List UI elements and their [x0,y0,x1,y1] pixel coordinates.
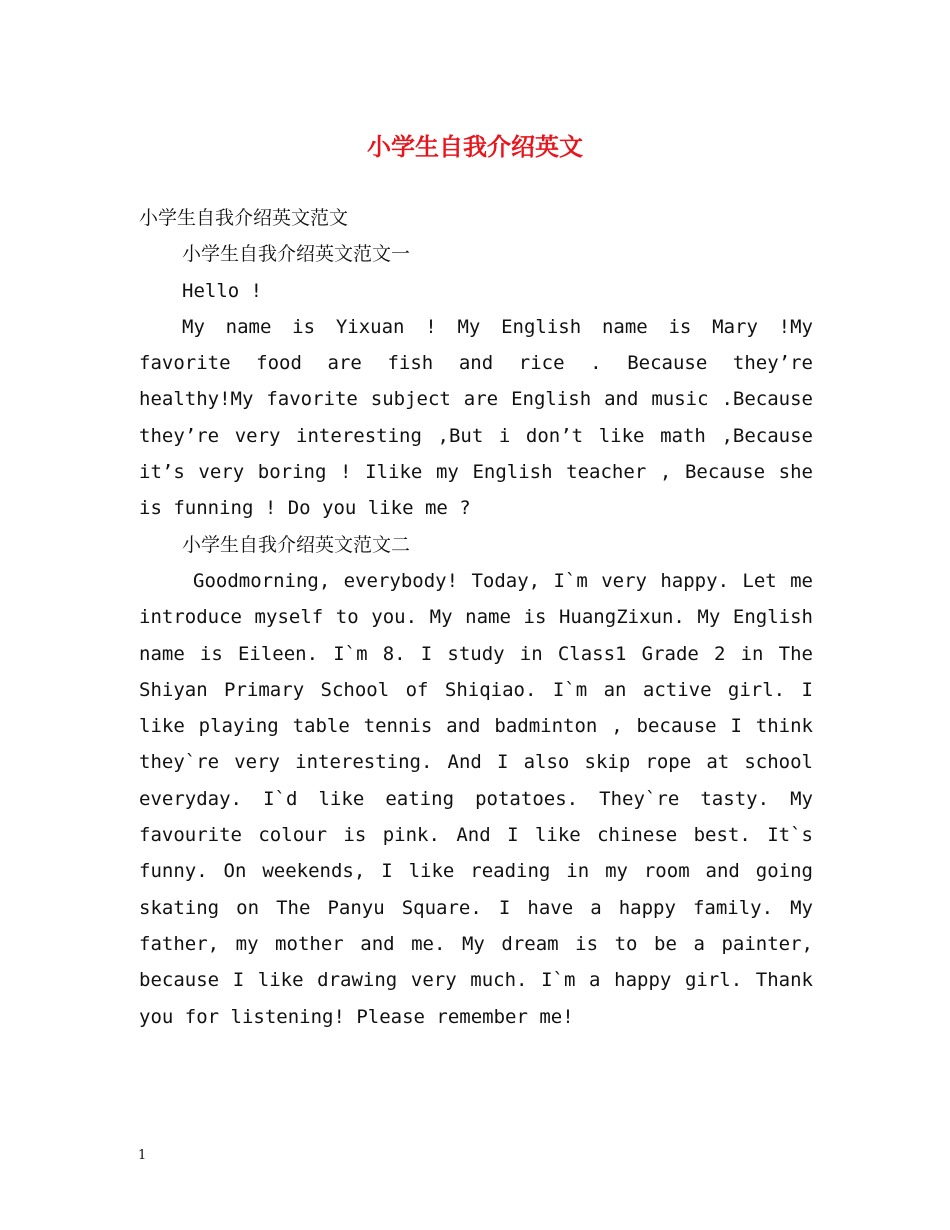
section-heading: 小学生自我介绍英文范文 [139,207,349,229]
sample1-body: My name is Yixuan ! My English name is Mary !My favorite food are fish and rice . Because they’re healthy!My favorite subject are English and music .Because they’re very interesting ,But i don’t like math ,Because it’s very boring ! Ilike my English teacher , Because she is funning ! Do you like me ? [139,315,813,520]
sample2-heading: 小学生自我介绍英文范文二 [182,533,411,556]
document-title: 小学生自我介绍英文 [367,132,583,161]
sample2-body: Goodmorning, everybody! Today, I`m very happy. Let me introduce myself to you. My name is HuangZixun. My English name is Eileen. I`m 8. I study in Class1 Grade 2 in The Shiyan Primary School of Shiqiao. I`m an active girl. I like playing table tennis and badminton , because I think they`re very interesting. And I also skip rope at school everyday. I`d like eating potatoes. They`re tasty. My favourite colour is pink. And I like chinese best. It`s funny. On weekends, I like reading in my room and going skating on The Panyu Square. I have a happy family. My father, my mother and me. My dream is to be a painter, because I like drawing very much. I`m a happy girl. Thank you for listening! Please remember me! [139,569,813,1028]
page-number: 1 [138,1148,147,1163]
sample1-heading: 小学生自我介绍英文范文一 [182,243,411,266]
document-body [139,200,813,1035]
sample1-greeting: Hello ! [182,279,263,302]
